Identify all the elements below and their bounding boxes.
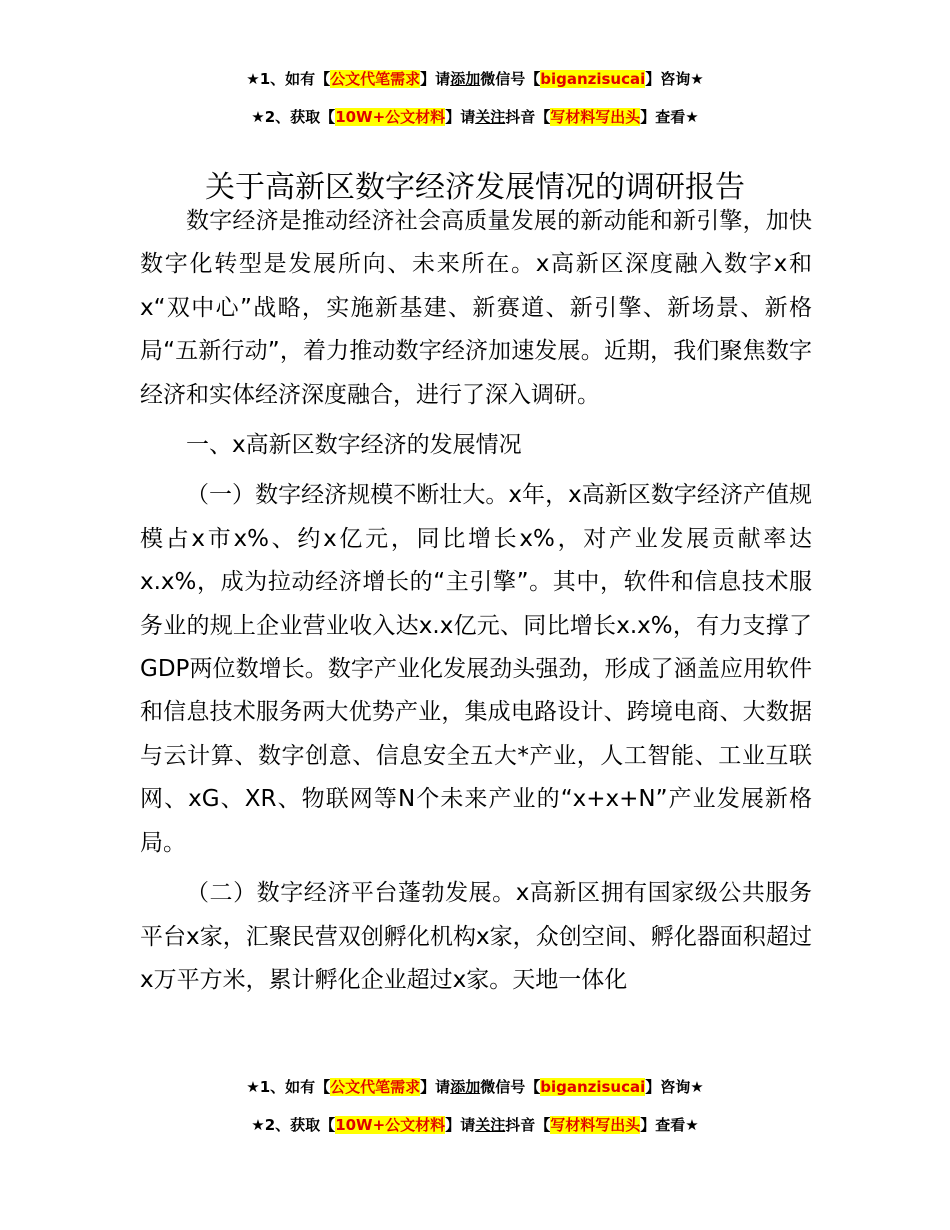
banner-underlined-text: 关注	[475, 1116, 506, 1134]
banner-text: 】请	[420, 1078, 451, 1096]
banner-underlined-text: 添加	[450, 1078, 481, 1096]
banner-text: 】查看★	[640, 1116, 699, 1134]
banner-text: 】咨询★	[645, 70, 704, 88]
banner-highlight: 写材料写出头	[550, 108, 641, 126]
banner-text: ★1、如有【	[246, 1078, 331, 1096]
banner-highlight: biganzisucai	[540, 70, 646, 88]
paragraph-intro: 数字经济是推动经济社会高质量发展的新动能和新引擎，加快数字化转型是发展所向、未来所在。x高新区深度融入数字x和x“双中心”战略，实施新基建、新赛道、新引擎、新场景、新格局“五新行动”，着力推动数字经济加速发展。近期，我们聚焦数字经济和实体经济深度融合，进行了深入调研。	[140, 208, 812, 408]
banner-highlight: 写材料写出头	[550, 1116, 641, 1134]
section-heading: 一、x高新区数字经济的发展情况	[186, 432, 522, 459]
banner-text: 】查看★	[640, 108, 699, 126]
banner-text: ★1、如有【	[246, 70, 331, 88]
banner-highlight: 公文代笔需求	[330, 70, 421, 88]
banner-highlight: 10W+公文材料	[335, 1116, 446, 1134]
header-banner-line-1	[0, 68, 950, 90]
document-title: 关于高新区数字经济发展情况的调研报告	[205, 170, 745, 206]
banner-highlight: biganzisucai	[540, 1078, 646, 1096]
banner-text: 微信号【	[480, 1078, 541, 1096]
paragraph-scale: （一）数字经济规模不断壮大。x年，x高新区数字经济产值规模占x市x%、约x亿元，同比增长x%，对产业发展贡献率达x.x%，成为拉动经济增长的“主引擎”。其中，软件和信息技术服务业的规上企业营业收入达x.x亿元、同比增长x.x%，有力支撑了GDP两位数增长。数字产业化发展劲头强劲，形成了涵盖应用软件和信息技术服务两大优势产业，集成电路设计、跨境电商、大数据与云计算、数字创意、信息安全五大*产业，人工智能、工业互联网、xG、XR、物联网等N个未来产业的“x+x+N”产业发展新格局。	[140, 482, 812, 856]
banner-text: 微信号【	[480, 70, 541, 88]
header-banner-line-2	[0, 106, 950, 128]
banner-underlined-text: 添加	[450, 70, 481, 88]
footer-banner-line-1	[0, 1076, 950, 1098]
banner-highlight: 公文代笔需求	[330, 1078, 421, 1096]
footer-banner-line-2	[0, 1114, 950, 1136]
banner-text: 抖音【	[505, 1116, 551, 1134]
banner-text: ★2、获取【	[251, 1116, 336, 1134]
banner-underlined-text: 关注	[475, 108, 506, 126]
banner-text: ★2、获取【	[251, 108, 336, 126]
document-body	[140, 200, 812, 1002]
banner-text: 】请	[445, 108, 476, 126]
banner-text: 】请	[420, 70, 451, 88]
banner-highlight: 10W+公文材料	[335, 108, 446, 126]
banner-text: 抖音【	[505, 108, 551, 126]
paragraph-platform: （二）数字经济平台蓬勃发展。x高新区拥有国家级公共服务平台x家，汇聚民营双创孵化机构x家，众创空间、孵化器面积超过x万平方米，累计孵化企业超过x家。天地一体化	[140, 880, 812, 993]
banner-text: 】请	[445, 1116, 476, 1134]
banner-text: 】咨询★	[645, 1078, 704, 1096]
